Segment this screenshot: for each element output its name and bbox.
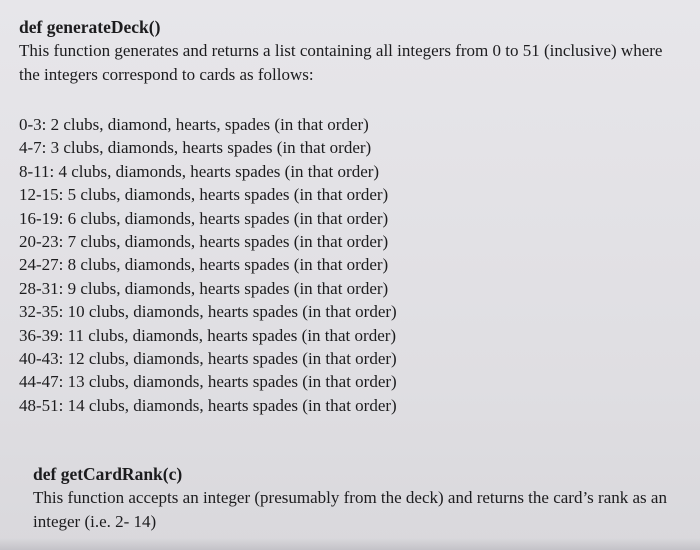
page-edge-shadow	[0, 538, 700, 550]
list-item: 4-7: 3 clubs, diamonds, hearts spades (in that order)	[19, 138, 372, 158]
get-card-rank-description: This function accepts an integer (presumably from the deck) and returns the card’s rank as an integer (i.e. 2- 14)	[33, 488, 667, 531]
list-item: 16-19: 6 clubs, diamonds, hearts spades (in that order)	[19, 208, 389, 228]
generate-deck-heading: def generateDeck()	[19, 17, 161, 37]
list-item: 32-35: 10 clubs, diamonds, hearts spades (in that order)	[19, 302, 397, 322]
generate-deck-description: This function generates and returns a list containing all integers from 0 to 51 (inclusive) where the integers correspond to cards as follows:	[19, 41, 663, 84]
list-item: 12-15: 5 clubs, diamonds, hearts spades (in that order)	[19, 185, 389, 205]
list-item: 36-39: 11 clubs, diamonds, hearts spades (in that order)	[19, 325, 397, 345]
list-item: 0-3: 2 clubs, diamond, hearts, spades (in that order)	[19, 115, 369, 134]
list-item: 44-47: 13 clubs, diamonds, hearts spades (in that order)	[19, 372, 397, 392]
list-item: 20-23: 7 clubs, diamonds, hearts spades (in that order)	[19, 232, 389, 252]
list-item: 24-27: 8 clubs, diamonds, hearts spades (in that order)	[19, 255, 389, 275]
list-item: 28-31: 9 clubs, diamonds, hearts spades (in that order)	[19, 278, 389, 298]
list-item: 40-43: 12 clubs, diamonds, hearts spades (in that order)	[19, 349, 397, 369]
list-item: 48-51: 14 clubs, diamonds, hearts spades (in that order)	[19, 395, 397, 415]
get-card-rank-heading: def getCardRank(c)	[33, 464, 183, 484]
card-mapping-list	[19, 113, 397, 417]
list-item: 8-11: 4 clubs, diamonds, hearts spades (in that order)	[19, 161, 380, 181]
